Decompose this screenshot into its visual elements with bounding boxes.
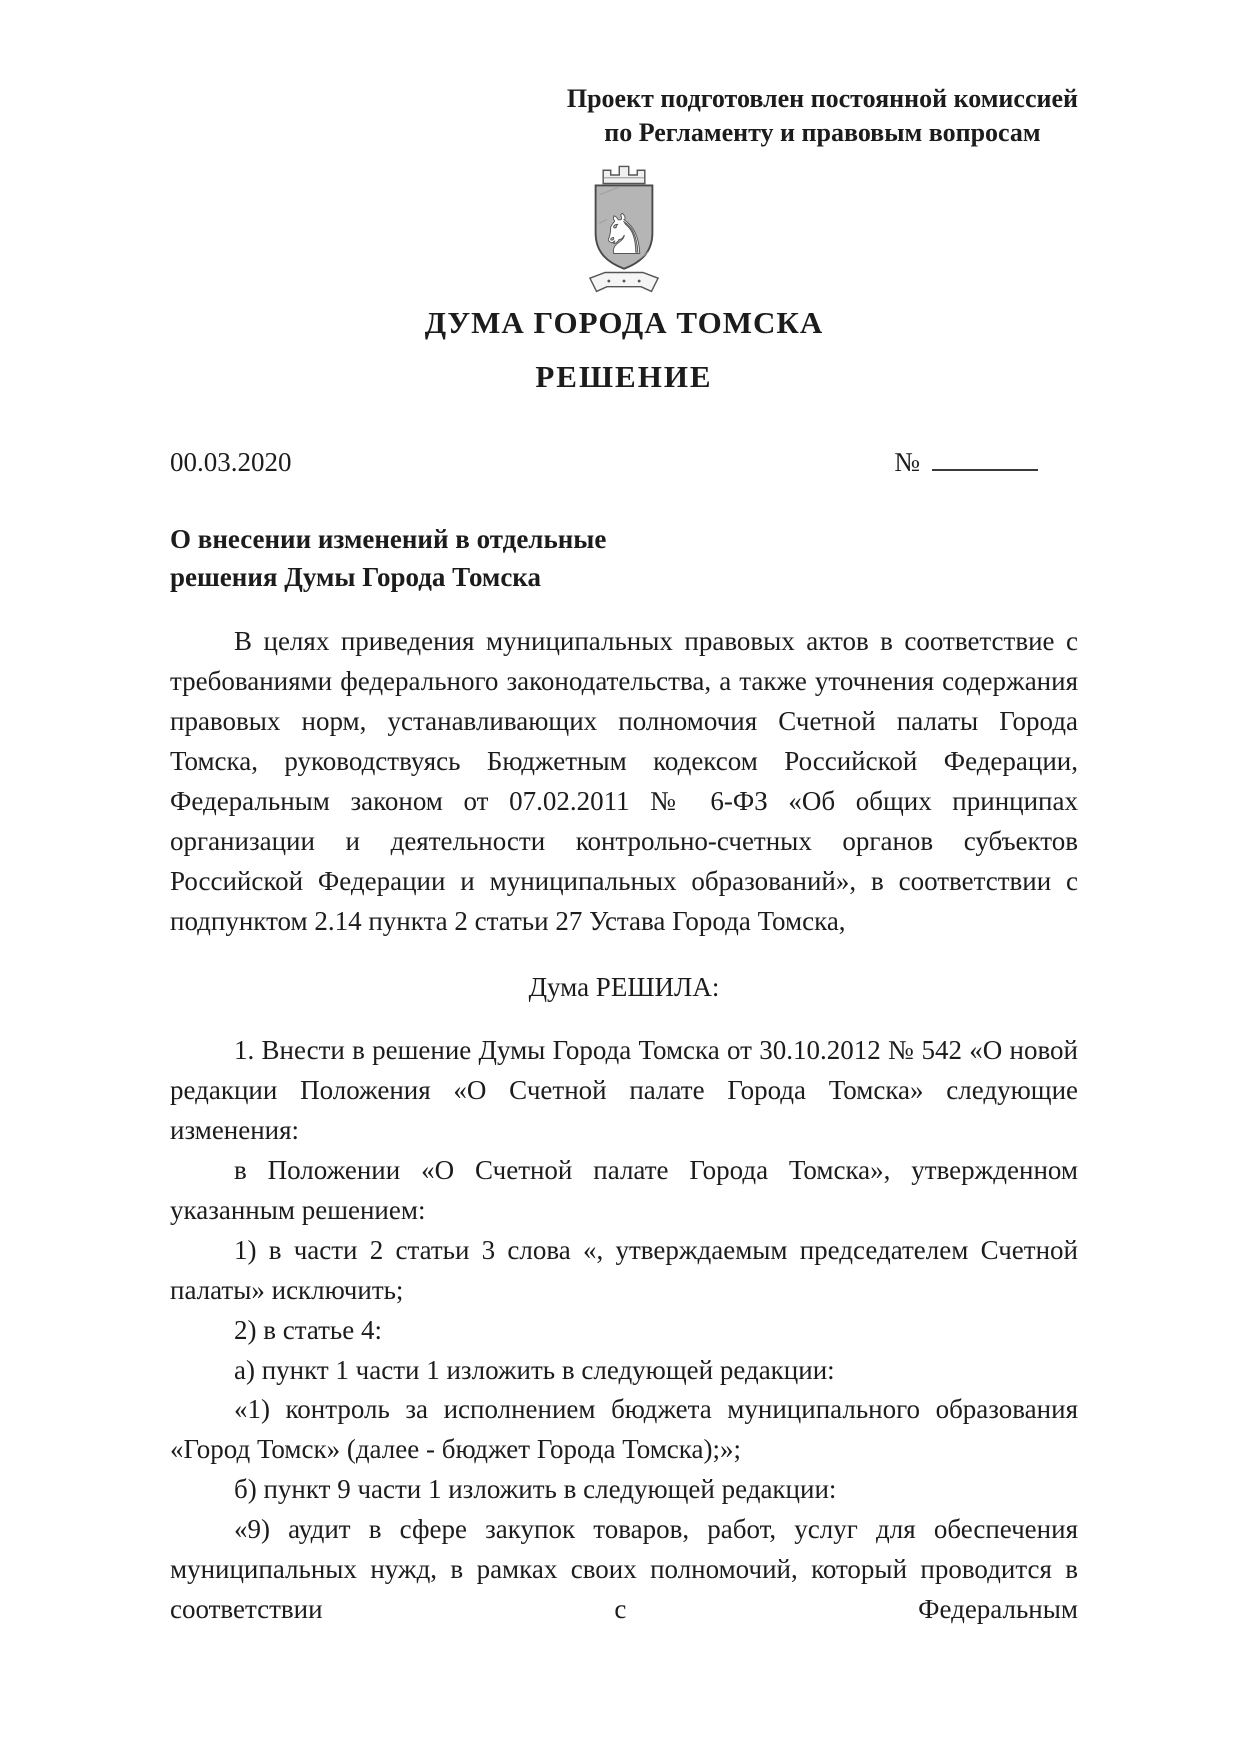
doc-subject-line1: О внесении изменений в отдельные: [170, 523, 607, 554]
meta-row: [170, 447, 1078, 478]
doc-subject-line2: решения Думы Города Томска: [170, 561, 541, 592]
paragraph-1: 1. Внести в решение Думы Города Томска от 30.10.2012 № 542 «О новой редакции Положения «О Счетной палате Города Томска» следующие изменения:: [170, 1034, 1078, 1145]
tomsk-coat-of-arms-icon: [580, 157, 668, 299]
doc-type-title: РЕШЕНИЕ: [535, 358, 713, 394]
header-note: [567, 82, 1078, 151]
paragraph-2: в Положении «О Счетной палате Города Томска», утвержденном указанным решением:: [170, 1154, 1078, 1225]
motto-ribbon: [590, 272, 658, 291]
doc-number-label: №: [894, 446, 920, 477]
horse-icon: ♞: [599, 204, 649, 266]
paragraph-7: б) пункт 9 части 1 изложить в следующей редакции:: [234, 1474, 837, 1505]
paragraph-8: «9) аудит в сфере закупок товаров, работ, услуг для обеспечения муниципальных нужд, в рамках своих полномочий, который проводится в соответствии с Федеральным: [170, 1514, 1078, 1625]
preamble-paragraph: В целях приведения муниципальных правовых актов в соответствие с требованиями федерального законодательства, а также уточнения содержания правовых норм, устанавливающих полномочия Счетной палаты Города Томска, руководствуясь Бюджетным кодексом Российской Федерации, Федеральным законом от 07.02.2011 № 6-ФЗ «Об общих принципах организации и деятельности контрольно-счетных органов субъектов Российской Федерации и муниципальных образований», в соответствии с подпунктом 2.14 пункта 2 статьи 27 Устава Города Томска,: [170, 626, 1078, 936]
doc-date: 00.03.2020: [170, 446, 292, 477]
header-note-line1: Проект подготовлен постоянной комиссией: [566, 84, 1078, 113]
coat-of-arms: [170, 157, 1078, 299]
mural-crown: [603, 166, 645, 183]
org-title: ДУМА ГОРОДА ТОМСКА: [424, 304, 824, 340]
resolved-heading: Дума РЕШИЛА:: [528, 971, 720, 1002]
doc-number: [894, 447, 1038, 478]
paragraph-6: «1) контроль за исполнением бюджета муниципального образования «Город Томск» (далее - бюджет Города Томска);»;: [170, 1394, 1078, 1465]
header-note-line2: по Регламенту и правовым вопросам: [604, 118, 1041, 148]
paragraph-4: 2) в статье 4:: [234, 1314, 382, 1345]
doc-number-blank-line: [932, 465, 1038, 471]
doc-subject: [170, 520, 1078, 597]
paragraph-5: а) пункт 1 части 1 изложить в следующей редакции:: [234, 1354, 835, 1385]
paragraph-3: 1) в части 2 статьи 3 слова «, утверждаемым председателем Счетной палаты» исключить;: [170, 1234, 1078, 1305]
